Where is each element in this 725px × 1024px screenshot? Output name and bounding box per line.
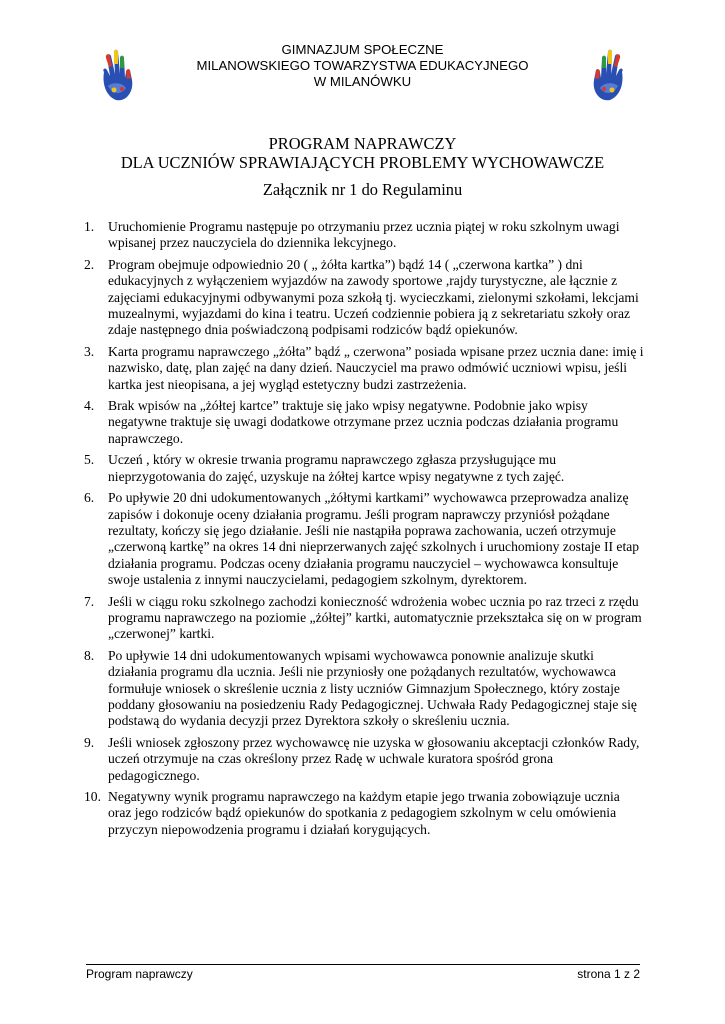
list-item-text: Jeśli wniosek zgłoszony przez wychowawcę nie uzyska w głosowaniu akceptacji członków Rady, uczeń otrzymuje na czas określony przez Radę w uchwale kuratora spośród grona pedagogicznego. <box>108 734 640 783</box>
list-item-number: 5. <box>84 452 95 468</box>
title-line-1: PROGRAM NAPRAWCZY <box>268 134 457 153</box>
list-item-text: Program obejmuje odpowiednio 20 ( „ żółta kartka”) bądź 14 ( „czerwona kartka” ) dni edukacyjnych z wyłączeniem wyjazdów na zawody sportowe ,rajdy turystyczne, ale łącznie z zajęciami edukacyjnymi odbywanymi poza szkołą tj. wycieczkami, zielonymi szkołami, lekcjami muzealnymi, wyjazdami do kina i teatru. Uczeń codziennie pobiera ją z sekretariatu szkoły oraz zdaje następnego dnia poświadczoną podpisami rodziców bądź opiekunów. <box>108 256 639 338</box>
list-item-number: 6. <box>84 490 95 506</box>
list-item <box>84 789 644 838</box>
title-subtitle: Załącznik nr 1 do Regulaminu <box>262 180 463 199</box>
list-item-text: Jeśli w ciągu roku szkolnego zachodzi konieczność wdrożenia wobec ucznia po raz trzeci z rzędu programu naprawczego na poziomie „żółtej” kartki, automatycznie przekształca się on w program „czerwonej” kartki. <box>108 593 642 642</box>
hand-logo-left <box>92 42 138 104</box>
list-item-text: Po upływie 14 dni udokumentowanych wpisami wychowawca ponownie analizuje skutki działania programu dla ucznia. Jeśli nie przyniosły one pożądanych rezultatów, wychowawca formułuje wniosek o skreślenie ucznia z listy uczniów Gimnazjum Społecznego, który zostaje poddany głosowaniu na posiedzeniu Rady Pedagogicznej. Uchwała Rady Pedagogicznej staje się podstawą do wydania decyzji przez Dyrektora szkoły o skreśleniu ucznia. <box>108 647 637 729</box>
list-item-number: 10. <box>84 789 101 804</box>
list-item-text: Uruchomienie Programu następuje po otrzymaniu przez ucznia piątej w roku szkolnym uwagi wpisanej przez nauczyciela do dziennika lekcyjnego. <box>108 219 620 251</box>
list-item-number: 4. <box>84 398 95 414</box>
list-item <box>84 648 644 730</box>
list-item-number: 7. <box>84 593 95 609</box>
list-item-text: Uczeń , który w okresie trwania programu naprawczego zgłasza przysługujące mu nieprzygotowania do zajęć, uzyskuje na żółtej kartce wpisy negatywne z tych zajęć. <box>108 452 565 484</box>
rules-list <box>84 219 644 843</box>
footer-divider <box>86 964 640 965</box>
list-item-number: 9. <box>84 734 95 750</box>
header-line-2: MILANOWSKIEGO TOWARZYSTWA EDUKACYJNEGO <box>196 58 529 73</box>
list-item <box>84 594 644 643</box>
list-item-text: Karta programu naprawczego „żółta” bądź „ czerwona” posiada wpisane przez ucznia dane: imię i nazwisko, datę, plan zajęć na dany dzień. Nauczyciel ma prawo odmówić uczniowi wpisu, jeśli kartka jest nieopisana, a jej wygląd estetyczny budzi zastrzeżenia. <box>108 343 644 392</box>
list-item-text: Negatywny wynik programu naprawczego na każdym etapie jego trwania zobowiązuje ucznia oraz jego rodziców bądź opiekunów do spotkania z pedagogiem szkolnym w celu omówienia przyczyn niepowodzenia programu i działań korygujących. <box>108 789 620 837</box>
list-item <box>84 219 644 252</box>
list-item <box>84 344 644 393</box>
footer-page-number: strona 1 z 2 <box>577 967 640 981</box>
list-item-number: 2. <box>84 256 95 272</box>
list-item-text: Brak wpisów na „żółtej kartce” traktuje się jako wpisy negatywne. Podobnie jako wpisy negatywne traktuje się uwagi dodatkowe otrzymane przez ucznia podczas działania programu naprawczego. <box>108 398 619 446</box>
footer-doc-name: Program naprawczy <box>86 967 193 981</box>
document-title <box>0 134 725 199</box>
header-line-1: GIMNAZJUM SPOŁECZNE <box>281 42 444 57</box>
hand-logo-right <box>588 42 634 104</box>
header-line-3: W MILANÓWKU <box>313 74 412 89</box>
list-item <box>84 452 644 485</box>
list-item <box>84 735 644 784</box>
list-item-number: 8. <box>84 647 95 663</box>
list-item <box>84 257 644 339</box>
list-item <box>84 490 644 588</box>
list-item-number: 1. <box>84 219 95 234</box>
list-item <box>84 398 644 447</box>
list-item-text: Po upływie 20 dni udokumentowanych „żółtymi kartkami” wychowawca przeprowadza analizę zapisów i dokonuje oceny działania programu. Jeśli program naprawczy przyniósł pożądane rezultaty, kończy się jego działanie. Jeśli nie nastąpiła poprawa zachowania, uczeń otrzymuje „czerwoną kartkę” na okres 14 dni nieprzerwanych zajęć szkolnych i uruchomiony zostaje II etap działania programu. Podczas oceny działania programu nauczyciel – wychowawca konsultuje swoje ustalenia z innymi nauczycielami, pedagogiem szkolnym, dyrektorem. <box>108 490 640 588</box>
list-item-number: 3. <box>84 343 95 359</box>
title-line-2: DLA UCZNIÓW SPRAWIAJĄCYCH PROBLEMY WYCHOWAWCZE <box>120 153 605 172</box>
